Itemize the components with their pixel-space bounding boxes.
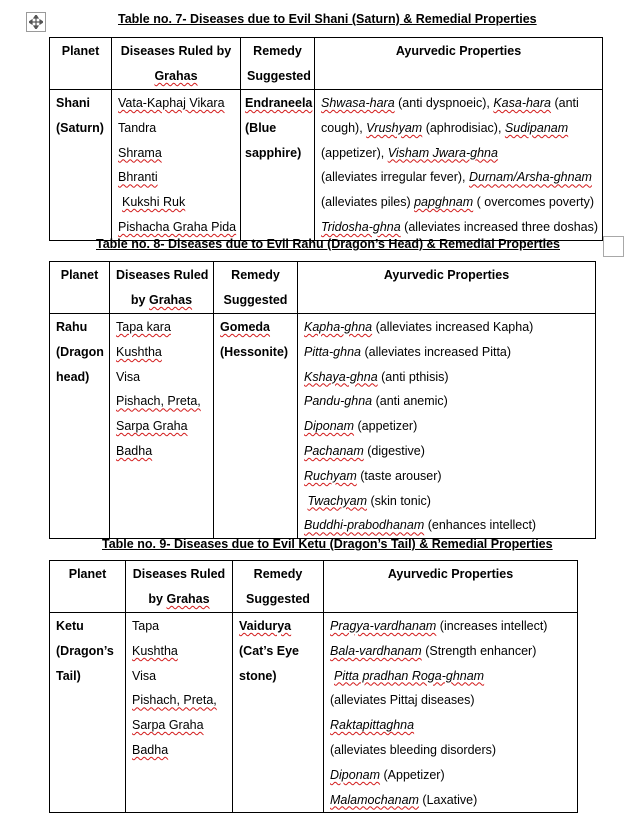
table9-remedy-cell: Vaidurya (Cat’s Eye stone) — [233, 613, 324, 813]
table9-properties-cell — [324, 613, 578, 813]
table7-header-ayurvedic: Ayurvedic Properties — [315, 38, 603, 90]
table7-header-planet: Planet — [50, 38, 112, 90]
list-item: Malamochanam (Laxative) — [330, 792, 478, 807]
list-item: (alleviates bleeding disorders) — [330, 742, 497, 757]
table9-header-planet: Planet — [50, 561, 126, 613]
table7-remedy-cell: Endraneela (Blue sapphire) — [241, 90, 315, 241]
list-item: Twachyam (skin tonic) — [307, 493, 431, 508]
table7-diseases-cell: Vata-Kaphaj Vikara Tandra Shrama Bhranti Kukshi Ruk Pishacha Graha Pida — [112, 90, 241, 241]
list-item: Kapha-ghna (alleviates increased Kapha) — [304, 320, 534, 334]
table-row — [50, 90, 603, 241]
table-row — [50, 314, 596, 539]
list-item: Tridosha-ghna (alleviates increased three doshas) — [321, 219, 599, 234]
table7-planet-cell: Shani (Saturn) — [50, 90, 112, 241]
list-item: Pitta pradhan Roga-ghnam — [334, 668, 485, 683]
list-item: Pandu-ghna (anti anemic) — [304, 394, 448, 409]
list-item: (alleviates piles) papghnam ( overcomes poverty) — [321, 195, 595, 210]
table7 — [49, 37, 603, 241]
table8-properties-cell — [298, 314, 596, 539]
table9-header-ayurvedic: Ayurvedic Properties — [324, 561, 578, 613]
table9-header-row — [50, 561, 578, 613]
table7-header-remedy: Remedy Suggested — [241, 38, 315, 90]
table-move-handle[interactable] — [26, 12, 46, 32]
table9 — [49, 560, 578, 813]
list-item: Diponam (appetizer) — [304, 419, 418, 434]
list-item: Pitta-ghna (alleviates increased Pitta) — [304, 344, 512, 359]
table8-header-row — [50, 262, 596, 314]
list-item: cough), Vrushyam (aphrodisiac), Sudipanam — [321, 120, 569, 135]
list-item: Ruchyam (taste arouser) — [304, 468, 442, 483]
table8-header-remedy: Remedy Suggested — [214, 262, 298, 314]
list-item: Buddhi-prabodhanam (enhances intellect) — [304, 518, 537, 533]
list-item: Raktapittaghna — [330, 718, 415, 733]
table9-caption: Table no. 9- Diseases due to Evil Ketu (Dragon’s Tail) & Remedial Properties — [102, 537, 553, 551]
table7-caption: Table no. 7- Diseases due to Evil Shani (Saturn) & Remedial Properties — [118, 12, 537, 26]
table9-planet-cell: Ketu (Dragon’s Tail) — [50, 613, 126, 813]
table7-header-diseases: Diseases Ruled by Grahas — [112, 38, 241, 90]
list-item: (appetizer), Visham Jwara-ghna — [321, 145, 498, 160]
table9-diseases-cell: Tapa Kushtha Visa Pishach, Preta, Sarpa Graha Badha — [126, 613, 233, 813]
list-item: (alleviates irregular fever), Durnam/Arsha-ghnam — [321, 170, 592, 185]
table-row — [50, 613, 578, 813]
list-item: Pachanam (digestive) — [304, 443, 425, 458]
move-arrows-icon — [29, 15, 43, 29]
table8-caption: Table no. 8- Diseases due to Evil Rahu (Dragon’s Head) & Remedial Properties — [96, 237, 561, 251]
list-item: Shwasa-hara (anti dyspnoeic), Kasa-hara (anti — [321, 96, 579, 110]
table8-header-planet: Planet — [50, 262, 110, 314]
table9-header-remedy: Remedy Suggested — [233, 561, 324, 613]
list-item: (alleviates Pittaj diseases) — [330, 693, 475, 708]
list-item: Kshaya-ghna (anti pthisis) — [304, 369, 449, 384]
table8 — [49, 261, 596, 539]
list-item: Pragya-vardhanam (increases intellect) — [330, 619, 548, 633]
table8-planet-cell: Rahu (Dragon head) — [50, 314, 110, 539]
table8-header-diseases: Diseases Ruled by Grahas — [110, 262, 214, 314]
table8-diseases-cell: Tapa kara Kushtha Visa Pishach, Preta, Sarpa Graha Badha — [110, 314, 214, 539]
table7-properties-cell — [315, 90, 603, 241]
table-resize-handle[interactable] — [603, 236, 624, 257]
table8-header-ayurvedic: Ayurvedic Properties — [298, 262, 596, 314]
table7-header-row — [50, 38, 603, 90]
table8-remedy-cell: Gomeda (Hessonite) — [214, 314, 298, 539]
list-item: Diponam (Appetizer) — [330, 767, 445, 782]
table9-header-diseases: Diseases Ruled by Grahas — [126, 561, 233, 613]
list-item: Bala-vardhanam (Strength enhancer) — [330, 643, 537, 658]
